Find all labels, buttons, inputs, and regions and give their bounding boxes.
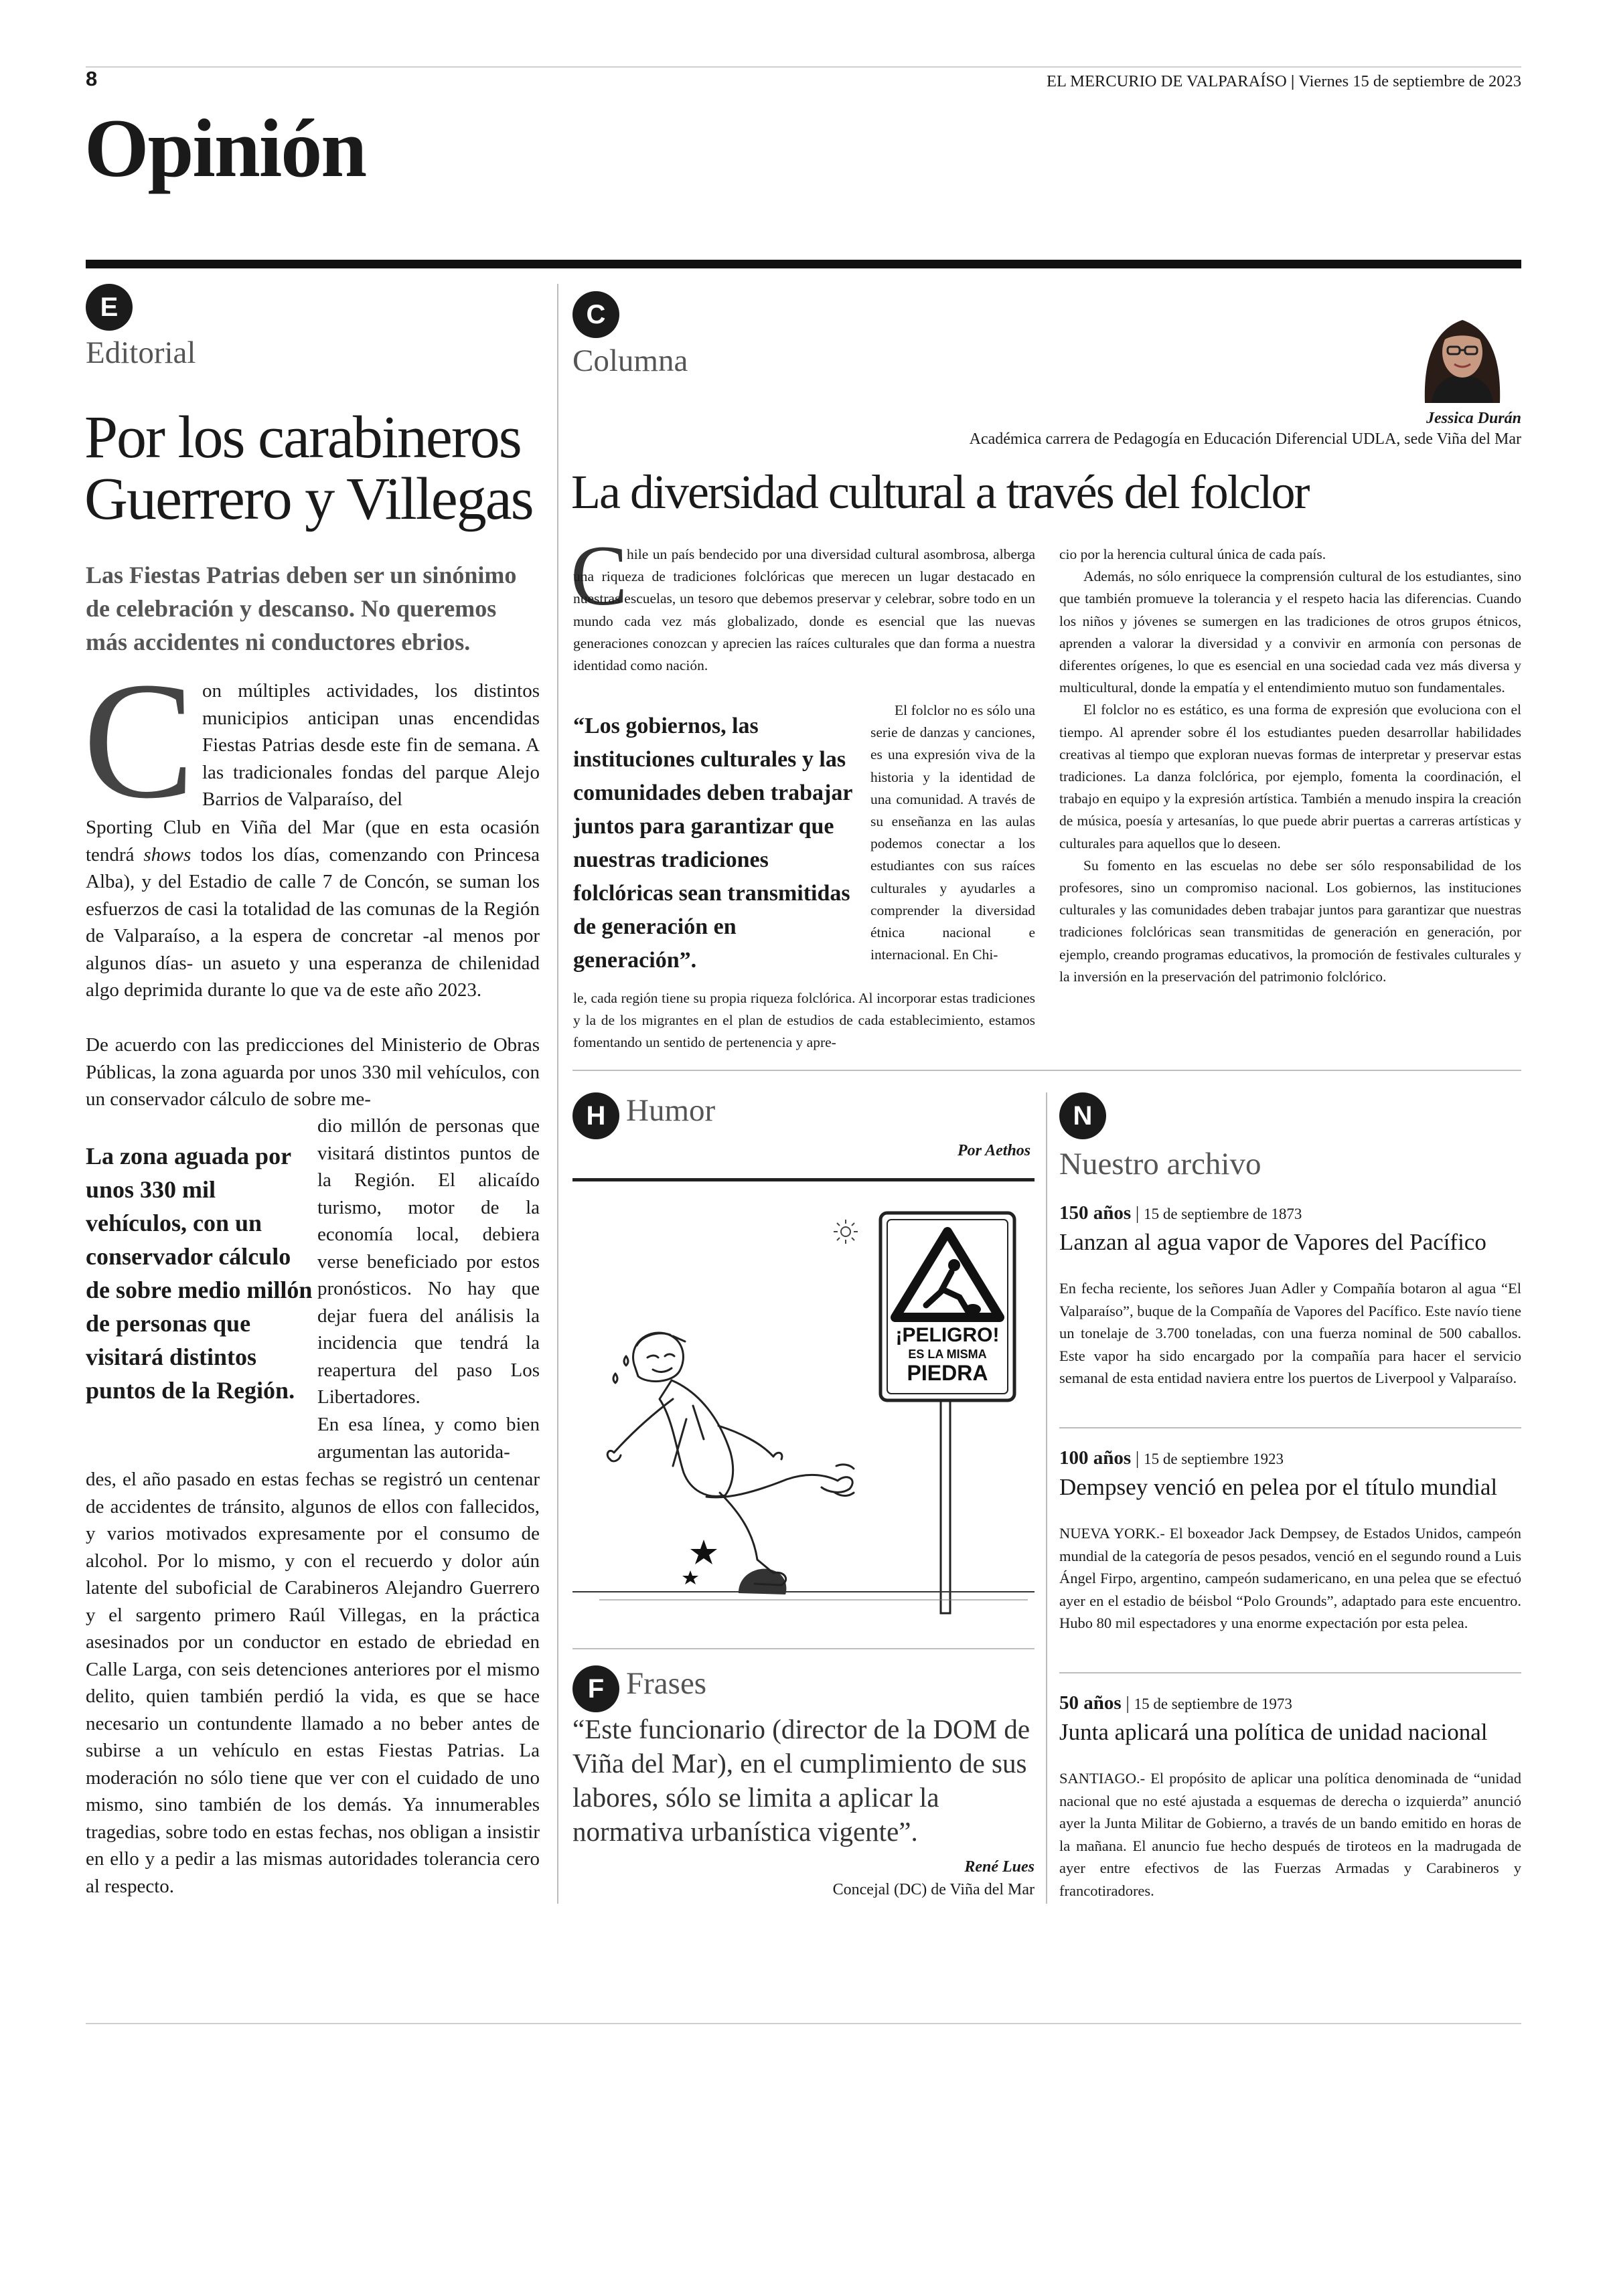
archive-item-1-date: 15 de septiembre de 1873 xyxy=(1144,1206,1302,1222)
frases-badge: F xyxy=(572,1665,619,1712)
archive-item-3-date: 15 de septiembre de 1973 xyxy=(1134,1696,1292,1712)
sign-line-1: ¡PELIGRO! xyxy=(895,1324,1000,1346)
editorial-paragraph-1-rest xyxy=(86,814,540,1004)
archive-label: Nuestro archivo xyxy=(1059,1147,1261,1181)
editorial-pullquote: La zona aguada por unos 330 mil vehículos, con un conservador cálculo de sobre medio millón de personas que visitará distintos puntos de la Región. xyxy=(86,1143,313,1404)
humor-credit: Por Aethos xyxy=(958,1142,1031,1159)
frases-quote: “Este funcionario (director de la DOM de Viña del Mar), en el cumplimiento de sus labores, sólo se limita a aplicar la normativa urbanística vigente”. xyxy=(572,1714,1030,1847)
editorial-title-line1: Por los carabineros xyxy=(84,404,521,471)
sign-line-3: PIEDRA xyxy=(907,1361,988,1385)
editorial-lead-line1: Las Fiestas Patrias deben ser un sinónimo xyxy=(86,562,517,588)
page-bottom-rule xyxy=(86,2023,1521,2024)
humor-bottom-rule xyxy=(572,1648,1035,1649)
column-dropcap: C xyxy=(570,528,628,623)
sign-text xyxy=(881,1324,1014,1384)
column-c2-paragraph-2: Además, no sólo enriquece la comprensión cultural de los estudiantes, sino que también promueve la tolerancia y el respeto hacia las diferencias. Cuando los niños y jóvenes se sumergen en las tradiciones de otros grupos étnicos, aprenden a valorar la diversidad y a convivir en armonía con personas de diferentes orígenes, lo que es esencial en una sociedad cada vez más diversa y multicultural, donde la empatía y el entendimiento mutuo son fundamentales. xyxy=(1059,568,1521,696)
archive-item-1-text: En fecha reciente, los señores Juan Adler y Compañía botaron al agua “El Valparaíso”, buque de la Compañía de Vapores del Pacífico. Este navío tiene un tonelaje de 3.700 toneladas, con una fuerza nominal de 500 caballos. Este vapor ha sido encargado por la compañía para hacer el servicio semanal de esta entidad naviera entre los puertos de Liverpool y Valparaíso. xyxy=(1059,1280,1521,1386)
editorial-lead-line3: más accidentes ni conductores ebrios. xyxy=(86,629,471,655)
archive-item-2-title: Dempsey venció en pelea por el título mundial xyxy=(1059,1474,1498,1500)
column-divider-1 xyxy=(557,284,558,1904)
header-top-rule xyxy=(86,66,1521,68)
archive-rule-2 xyxy=(1059,1672,1521,1673)
archive-item-1-header: 150 años | 15 de septiembre de 1873 xyxy=(1059,1202,1302,1224)
editorial-p1-emphasis: shows xyxy=(143,843,192,866)
column-bottom-rule xyxy=(572,1070,1521,1071)
frases-role: Concejal (DC) de Viña del Mar xyxy=(832,1881,1035,1898)
column-paragraph-2-rest: le, cada región tiene su propia riqueza folclórica. Al incorporar estas tradiciones y la de los migrantes en el plan de estudios de cada establecimiento, estamos fomentando un sentido de pertenencia y apre- xyxy=(573,990,1035,1051)
column-title: La diversidad cultural a través del folclor xyxy=(571,465,1309,519)
editorial-badge: E xyxy=(86,284,133,331)
frases-label: Frases xyxy=(626,1666,707,1701)
column-c2-paragraph-3: El folclor no es estático, es una forma de expresión que evoluciona con el tiempo. Al aprender sobre él los estudiantes pueden desarrollar habilidades creativas al tiempo que exploran nuevas formas de interpretar y preservar estas tradiciones. La danza folclórica, por ejemplo, fomenta la coordinación, el trabajo en equipo y la expresión artística. También a menudo inspira la creación de música, poesía y artesanías, lo que puede abrir puertas a carreras artísticas y culturales para aquellos que lo deseen. xyxy=(1059,702,1521,851)
editorial-lead-line2: de celebración y descanso. No queremos xyxy=(86,595,497,622)
sign-line-2: ES LA MISMA xyxy=(908,1347,987,1361)
editorial-p1-text-b: todos los días, comenzando con Princesa Alba), y del Estadio de calle 7 de Concón, se suman los esfuerzos de casi la totalidad de las comunas de la Región de Valparaíso, a la espera de concretar -al menos por algunos días- un asueto y una esperanza de chilenidad algo deprimida durante lo que va de este año 2023. xyxy=(86,843,540,1001)
author-role: Académica carrera de Pedagogía en Educación Diferencial UDLA, sede Viña del Mar xyxy=(969,430,1521,448)
section-title: Opinión xyxy=(84,102,366,194)
editorial-paragraph-2-top: De acuerdo con las predicciones del Ministerio de Obras Públicas, la zona aguarda por unos 330 mil vehículos, con un conservador cálculo de sobre me- xyxy=(86,1034,540,1110)
editorial-title xyxy=(84,404,533,532)
column-paragraph-1: hile un país bendecido por una diversidad cultural asombrosa, alberga una riqueza de tradiciones folclóricas que merecen un lugar destacado en nuestras escuelas, un tesoro que debemos preservar y celebrar, sobre todo en un mundo cada vez más globalizado, donde es esencial que las nuevas generaciones conozcan y aprecien las raíces culturales que dan forma a nuestra identidad como nación. xyxy=(573,546,1035,674)
humor-title-rule xyxy=(572,1178,1035,1181)
column-pullquote: “Los gobiernos, las instituciones culturales y las comunidades deben trabajar juntos para garantizar que nuestras tradiciones folclóricas sean transmitidas de generación en generación”. xyxy=(573,714,852,973)
column-c2-paragraph-1: cio por la herencia cultural única de cada país. xyxy=(1059,546,1326,562)
archive-item-2-header: 100 años | 15 de septiembre 1923 xyxy=(1059,1447,1284,1469)
humor-badge: H xyxy=(572,1092,619,1139)
frases-author: René Lues xyxy=(964,1858,1035,1876)
humor-label: Humor xyxy=(626,1093,716,1128)
archive-item-2-text: NUEVA YORK.- El boxeador Jack Dempsey, de Estados Unidos, campeón mundial de la categoría de pesos pesados, venció en el segundo round a Luis Ángel Firpo, argentino, campeón sudamericano, en una pelea que se efectuó ayer en el estadio de béisbol “Polo Grounds”, adaptado para este encuentro. Hubo 80 mil espectadores y una enorme expectación por esta pelea. xyxy=(1059,1525,1521,1631)
author-name: Jessica Durán xyxy=(1426,410,1521,427)
archive-item-3-title: Junta aplicará una política de unidad nacional xyxy=(1059,1719,1488,1745)
editorial-paragraph-3-rest: des, el año pasado en estas fechas se registró un centenar de accidentes de tránsito, algunos de ellos con fallecidos, y varios motivados expresamente por el consumo de alcohol. Por lo mismo, y con el recuerdo y dolor aún latente del suboficial de Carabineros Alejandro Guerrero y el sargento primero Raúl Villegas, en la práctica asesinados por un conductor en estado de ebriedad en Calle Larga, con seis detenciones anteriores por el mismo delito, quien también perdió la vida, es que se hace necesario un contundente llamado a no beber antes de subirse a un vehículo en estas Fiestas Patrias. La moderación no sólo tiene que ver con el cuidado de uno mismo, sino también de los demás. Ya innumerables tragedias, sobre todo en estas fechas, nos obligan a insistir en ello y a pedir a las mismas autoridades tolerancia cero al respecto. xyxy=(86,1469,540,1897)
publication-date: Viernes 15 de septiembre de 2023 xyxy=(1298,72,1521,90)
editorial-label: Editorial xyxy=(86,335,196,370)
column-label: Columna xyxy=(572,343,688,378)
header-thick-rule xyxy=(86,260,1521,268)
archive-item-3-years: 50 años xyxy=(1059,1692,1122,1714)
page-number: 8 xyxy=(86,67,98,90)
publication-name: EL MERCURIO DE VALPARAÍSO xyxy=(1047,72,1287,90)
column-c2 xyxy=(1059,544,1521,988)
editorial-lead xyxy=(86,558,516,659)
archive-item-2-years: 100 años xyxy=(1059,1447,1132,1469)
archive-item-2-date: 15 de septiembre 1923 xyxy=(1144,1451,1284,1467)
column-c2-paragraph-4: Su fomento en las escuelas no debe ser sólo responsabilidad de los profesores, sino un compromiso nacional. Los gobiernos, las instituciones culturales y las comunidades deben trabajar juntos para garantizar que nuestras tradiciones folclóricas sean transmitidas de generación en generación, por ejemplo, creando programas educativos, la promoción de festivales culturales y la inversión en la preservación del patrimonio folclórico. xyxy=(1059,857,1521,985)
editorial-dropcap: C xyxy=(83,648,195,833)
archive-item-3-text: SANTIAGO.- El propósito de aplicar una política denominada de “unidad nacional que no esté ajustada a esquemas de derecha o izquierda” anunció ayer la Junta Militar de Gobierno, a través de un bando emitido en horas de la mañana. El anuncio fue hecho después de tiroteos en la madrugada de ayer entre efectivos de las Fuerzas Armadas y Carabineros y francotiradores. xyxy=(1059,1770,1521,1899)
editorial-p1-text-a: Sporting Club en Viña del Mar (que en esta ocasión tendrá xyxy=(86,817,540,866)
editorial-paragraph-3-side: En esa línea, y como bien argumentan las autorida- xyxy=(317,1414,540,1463)
archive-item-1-title: Lanzan al agua vapor de Vapores del Pacífico xyxy=(1059,1229,1486,1255)
archive-item-3-header: 50 años | 15 de septiembre de 1973 xyxy=(1059,1692,1292,1714)
archive-badge: N xyxy=(1059,1092,1106,1139)
humor-cartoon xyxy=(572,1198,1035,1627)
editorial-paragraph-1-dropcap: on múltiples actividades, los distintos municipios anticipan unas encendidas Fiestas Patrias desde este fin de semana. A las tradicionales fondas del parque Alejo Barrios de Valparaíso, del xyxy=(202,680,540,810)
sun-icon xyxy=(834,1220,858,1244)
masthead-line: EL MERCURIO DE VALPARAÍSO | Viernes 15 de septiembre de 2023 xyxy=(1047,72,1521,90)
column-badge: C xyxy=(572,291,619,338)
column-divider-2 xyxy=(1046,1092,1047,1904)
editorial-paragraph-2-side: dio millón de personas que visitará distintos puntos de la Región. El alicaído turismo, motor de la economía local, debiera verse beneficiado por estos pronósticos. No hay que dejar fuera del análisis la incidencia que tendrá la reapertura del paso Los Libertadores. xyxy=(317,1115,540,1408)
editorial-title-line2: Guerrero y Villegas xyxy=(84,466,533,532)
column-paragraph-1-top xyxy=(573,544,1035,677)
archive-item-1-years: 150 años xyxy=(1059,1202,1132,1224)
column-paragraph-2-side: El folclor no es sólo una serie de danzas y canciones, es una expresión viva de la historia y la identidad de una comunidad. A través de su enseñanza en las aulas podemos conectar a los estudiantes con sus raíces culturales y ayudarles a comprender la diversidad étnica nacional e internacional. En Chi- xyxy=(870,702,1035,963)
archive-rule-1 xyxy=(1059,1427,1521,1428)
author-photo xyxy=(1413,291,1512,403)
